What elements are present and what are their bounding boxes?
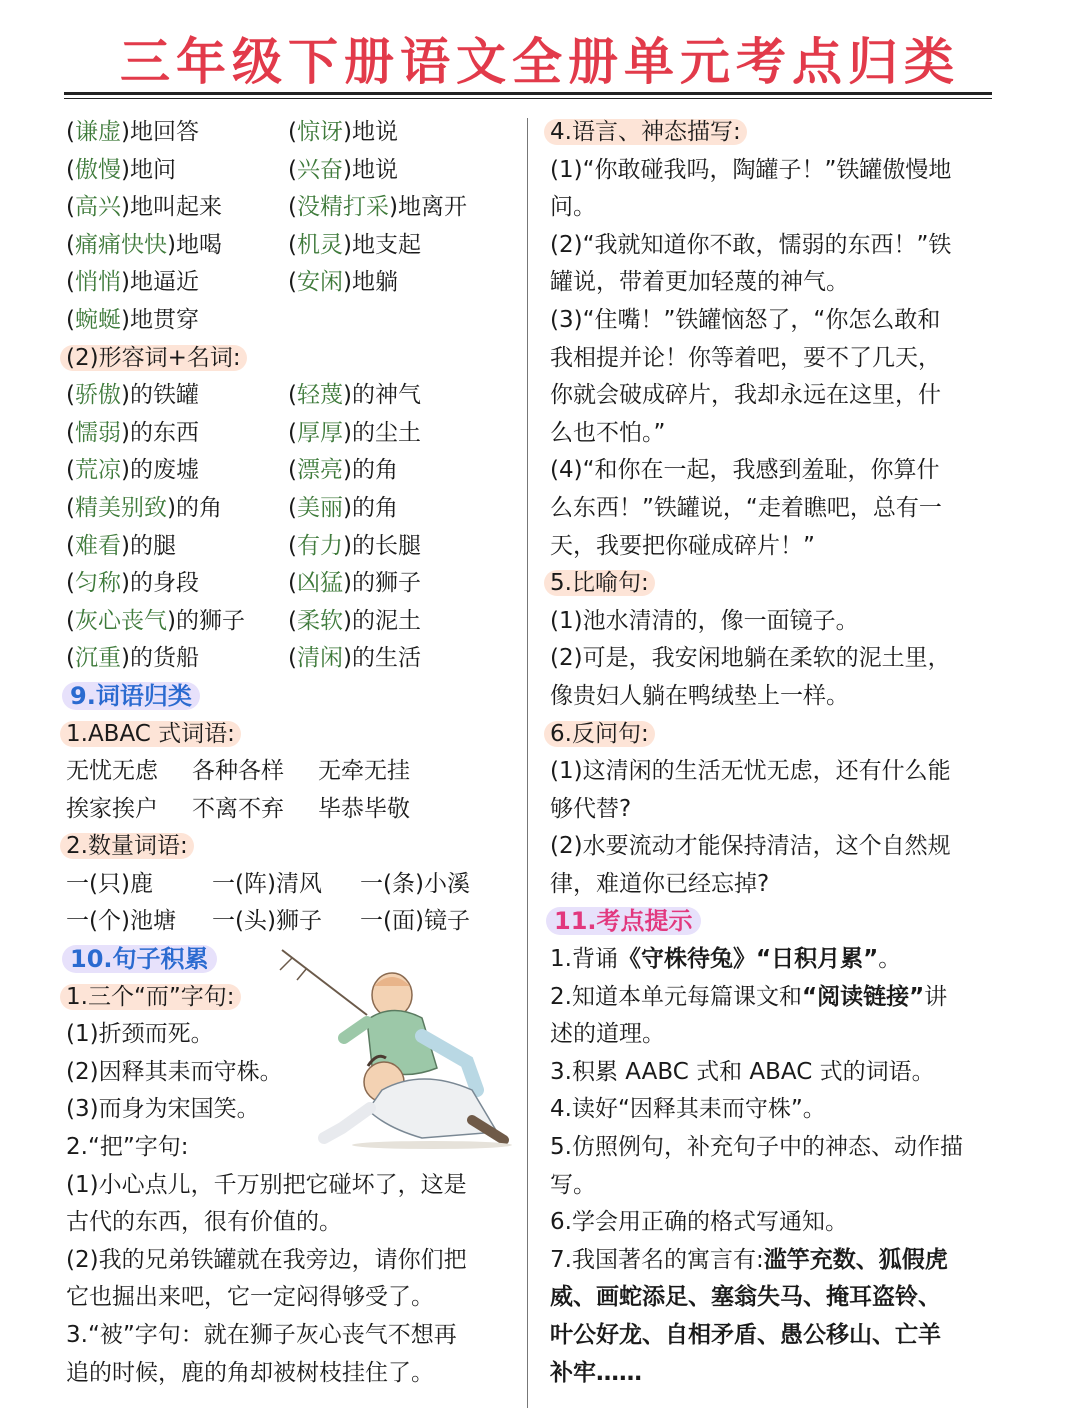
adverb-pair-row: (悄悄)地逼近 (安闲)地躺 xyxy=(66,269,398,296)
tip-7-cont: 威、画蛇添足、塞翁失马、掩耳盗铃、 xyxy=(550,1284,941,1311)
bei-sentence-line: 追的时候，鹿的角却被树枝挂住了。 xyxy=(66,1359,434,1386)
er-sentence: (2)因释其耒而守株。 xyxy=(66,1058,283,1085)
language-line: 天，我要把你碰成碎片！” xyxy=(550,532,815,559)
language-line: (3)“住嘴！”铁罐恼怒了，“你怎么敢和 xyxy=(550,306,941,333)
quantity-row: 一(只)鹿 一(阵)清风 一(条)小溪 xyxy=(66,870,470,897)
abac-heading: 1.ABAC 式词语: xyxy=(66,716,514,754)
adj-pair-row: (精美别致)的角 (美丽)的角 xyxy=(66,494,398,521)
language-line: (1)“你敢碰我吗，陶罐子！”铁罐傲慢地 xyxy=(550,156,952,183)
adj-pair-row: (骄傲)的铁罐 (轻蔑)的神气 xyxy=(66,382,421,409)
language-line: 么东西！”铁罐说，“走着瞧吧，总有一 xyxy=(550,494,942,521)
tip-7: 7.我国著名的寓言有:滥竽充数、狐假虎 xyxy=(550,1246,948,1273)
adverb-pair-row: (傲慢)地问 (兴奋)地说 xyxy=(66,156,398,183)
language-line: 问。 xyxy=(550,194,596,221)
tip-2-cont: 述的道理。 xyxy=(550,1021,665,1048)
tip-7-cont: 叶公好龙、自相矛盾、愚公移山、亡羊 xyxy=(550,1322,941,1348)
language-line: 罐说，带着更加轻蔑的神气。 xyxy=(550,269,849,296)
quantity-row: 一(个)池塘 一(头)狮子 一(面)镜子 xyxy=(66,908,470,935)
language-line: 我相提并论！你等着吧，要不了几天， xyxy=(550,344,941,371)
ba-sentence-line: 它也掘出来吧，它一定闷得够受了。 xyxy=(66,1284,434,1311)
rhetorical-line: 够代替? xyxy=(550,795,632,822)
rhetorical-heading: 6.反问句: xyxy=(550,716,1000,754)
ba-sentence-line: (2)我的兄弟铁罐就在我旁边，请你们把 xyxy=(66,1246,467,1273)
tip-5: 5.仿照例句，补充句子中的神态、动作描 xyxy=(550,1134,963,1161)
abac-row: 无忧无虑 各种各样 无牵无挂 xyxy=(66,758,410,785)
rhetorical-line: (2)水要流动才能保持清洁，这个自然规 xyxy=(550,833,951,860)
simile-line: 像贵妇人躺在鸭绒垫上一样。 xyxy=(550,682,849,709)
adj-pair-row: (懦弱)的东西 (厚厚)的尘土 xyxy=(66,419,421,446)
er-sentence-heading: 1.三个“而”字句: xyxy=(66,979,514,1017)
abac-row: 挨家挨户 不离不弃 毕恭毕敬 xyxy=(66,795,410,822)
tip-5-cont: 写。 xyxy=(550,1171,596,1198)
language-line: 么也不怕。” xyxy=(550,419,666,446)
language-line: (2)“我就知道你不敢，懦弱的东西！”铁 xyxy=(550,231,952,258)
adj-pair-row: (难看)的腿 (有力)的长腿 xyxy=(66,532,421,559)
title-rule-thin xyxy=(64,98,992,99)
adj-pair-row: (灰心丧气)的狮子 (柔软)的泥土 xyxy=(66,607,421,634)
adj-pair-row: (匀称)的身段 (凶猛)的狮子 xyxy=(66,570,421,597)
adverb-pair-row: (痛痛快快)地喝 (机灵)地支起 xyxy=(66,231,421,258)
adj-pair-row: (荒凉)的废墟 (漂亮)的角 xyxy=(66,457,398,484)
adj-noun-heading: (2)形容词+名词: xyxy=(66,340,514,378)
adverb-pair-row: (谦虚)地回答 (惊讶)地说 xyxy=(66,119,398,145)
adverb-last-row: (蜿蜒)地贯穿 xyxy=(66,306,199,333)
tip-2: 2.知道本单元每篇课文和“阅读链接”讲 xyxy=(550,983,948,1010)
right-column xyxy=(550,114,1000,1392)
adverb-pair-row: (高兴)地叫起来 (没精打采)地离开 xyxy=(66,194,467,221)
er-sentence: (3)而身为宋国笑。 xyxy=(66,1096,260,1123)
ba-sentence-line: (1)小心点儿，千万别把它碰坏了，这是 xyxy=(66,1171,467,1198)
tip-7-cont: 补牢…… xyxy=(550,1359,642,1386)
page-title: 三年级下册语文全册单元考点归类 xyxy=(120,33,960,91)
quantity-heading: 2.数量词语: xyxy=(66,828,514,866)
tip-6: 6.学会用正确的格式写通知。 xyxy=(550,1209,848,1236)
tip-1: 1.背诵《守株待兔》“日积月累”。 xyxy=(550,946,902,973)
language-line: 你就会破成碎片，我却永远在这里，什 xyxy=(550,382,941,409)
language-line: (4)“和你在一起，我感到羞耻，你算什 xyxy=(550,457,940,484)
er-sentence: (1)折颈而死。 xyxy=(66,1021,214,1048)
bei-sentence-line: 3.“被”字句：就在狮子灰心丧气不想再 xyxy=(66,1322,457,1348)
tip-3: 3.积累 AABC 式和 ABAC 式的词语。 xyxy=(550,1058,935,1085)
rhetorical-line: 律，难道你已经忘掉? xyxy=(550,870,770,897)
section-11-heading: 11.考点提示 xyxy=(550,903,1000,941)
simile-line: (2)可是，我安闲地躺在柔软的泥土里， xyxy=(550,645,951,672)
section-9-heading: 9.词语归类 xyxy=(66,678,514,716)
title-rule-thick xyxy=(64,92,992,95)
ba-sentence-heading: 2.“把”字句: xyxy=(66,1134,189,1161)
language-heading: 4.语言、神态描写: xyxy=(550,114,1000,152)
simile-heading: 5.比喻句: xyxy=(550,565,1000,603)
simile-line: (1)池水清清的，像一面镜子。 xyxy=(550,607,859,634)
column-divider xyxy=(527,118,528,1408)
ba-sentence-line: 古代的东西，很有价值的。 xyxy=(66,1209,342,1236)
rhetorical-line: (1)这清闲的生活无忧无虑，还有什么能 xyxy=(550,758,951,785)
section-10-heading: 10.句子积累 xyxy=(66,941,514,979)
left-column xyxy=(66,114,514,1392)
adj-pair-row: (沉重)的货船 (清闲)的生活 xyxy=(66,645,421,672)
tip-4: 4.读好“因释其耒而守株”。 xyxy=(550,1096,826,1123)
illustration-boys-playing xyxy=(272,940,522,1150)
